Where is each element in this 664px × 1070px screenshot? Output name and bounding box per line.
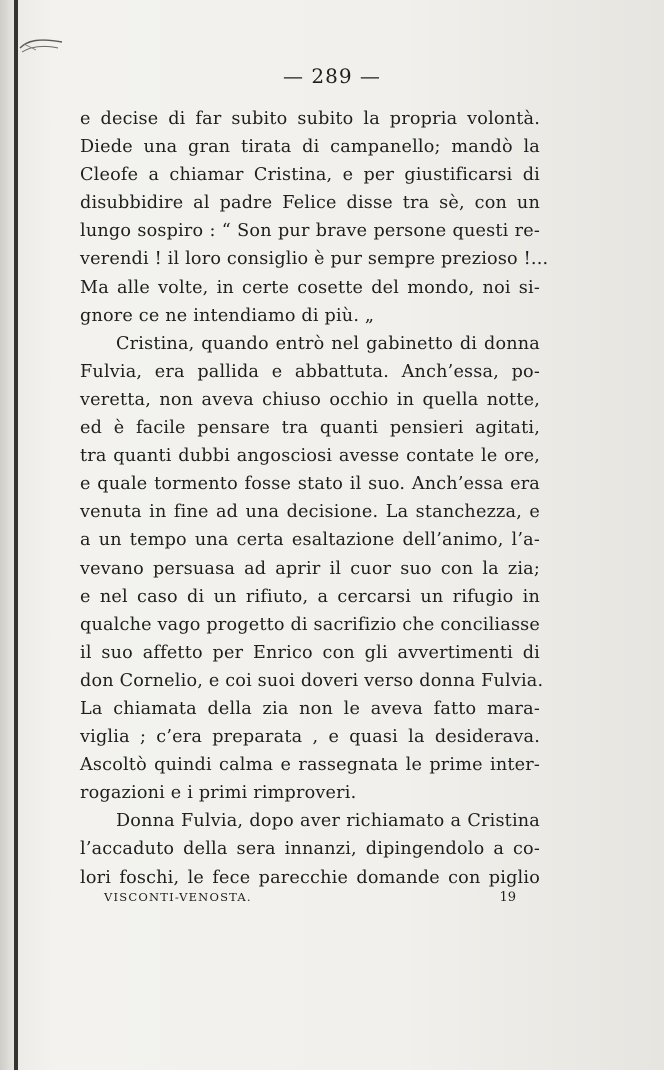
text-line: Cleofe a chiamar Cristina, e per giustificarsi di: [80, 165, 540, 186]
text-line: Ascoltò quindi calma e rassegnata le prime inter-: [80, 755, 540, 776]
text-line: qualche vago progetto di sacrifizio che conciliasse: [80, 614, 541, 635]
text-line: vevano persuasa ad aprir il cuor suo con la zia;: [80, 558, 540, 579]
text-line: don Cornelio, e coi suoi doveri verso donna Fulvia.: [80, 670, 544, 691]
text-line: e decise di far subito subito la propria volontà.: [80, 109, 540, 129]
text-line: veretta, non aveva chiuso occhio in quella notte,: [80, 389, 540, 410]
footer-signature-number: 19: [499, 890, 516, 905]
binding-edge: [14, 0, 18, 1070]
text-line: ed è facile pensare tra quanti pensieri agitati,: [80, 418, 540, 439]
text-line: Cristina, quando entrò nel gabinetto di donna: [116, 333, 540, 354]
text-line: lori foschi, le fece parecchie domande con piglio: [80, 867, 540, 888]
text-line: venuta in fine ad una decisione. La stanchezza, e: [80, 502, 540, 523]
text-line: e nel caso di un rifiuto, a cercarsi un rifugio in: [80, 586, 540, 607]
text-line: disubbidire al padre Felice disse tra sè, con un: [80, 193, 540, 214]
text-line: La chiamata della zia non le aveva fatto mara-: [80, 698, 540, 719]
text-line: gnore ce ne intendiamo di più. „: [80, 305, 375, 326]
text-line: verendi ! il loro consiglio è pur sempre prezioso !...: [80, 249, 549, 270]
text-line: l’accaduto della sera innanzi, dipingendolo a co-: [80, 839, 540, 860]
footer-author: VISCONTI-VENOSTA.: [104, 890, 252, 904]
page-number: — 289 —: [283, 64, 381, 88]
corner-mark-icon: [18, 36, 64, 56]
text-line: Donna Fulvia, dopo aver richiamato a Cristina: [116, 811, 540, 832]
text-line: rogazioni e i primi rimproveri.: [80, 783, 357, 804]
text-line: Ma alle volte, in certe cosette del mondo, noi si-: [80, 277, 540, 298]
body-text: [80, 105, 549, 892]
text-line: tra quanti dubbi angosciosi avesse contate le ore,: [80, 446, 540, 467]
text-line: lungo sospiro : “ Son pur brave persone questi re-: [80, 221, 540, 242]
page-footer: [104, 890, 516, 905]
text-line: e quale tormento fosse stato il suo. Anch’essa era: [80, 474, 540, 495]
text-line: a un tempo una certa esaltazione dell’animo, l’a-: [80, 530, 540, 551]
text-line: Fulvia, era pallida e abbattuta. Anch’essa, po-: [80, 361, 540, 382]
text-line: Diede una gran tirata di campanello; mandò la: [80, 137, 540, 158]
text-line: viglia ; c’era preparata , e quasi la desiderava.: [80, 727, 540, 748]
text-line: il suo affetto per Enrico con gli avvertimenti di: [80, 642, 540, 663]
binding-shadow: [0, 0, 14, 1070]
